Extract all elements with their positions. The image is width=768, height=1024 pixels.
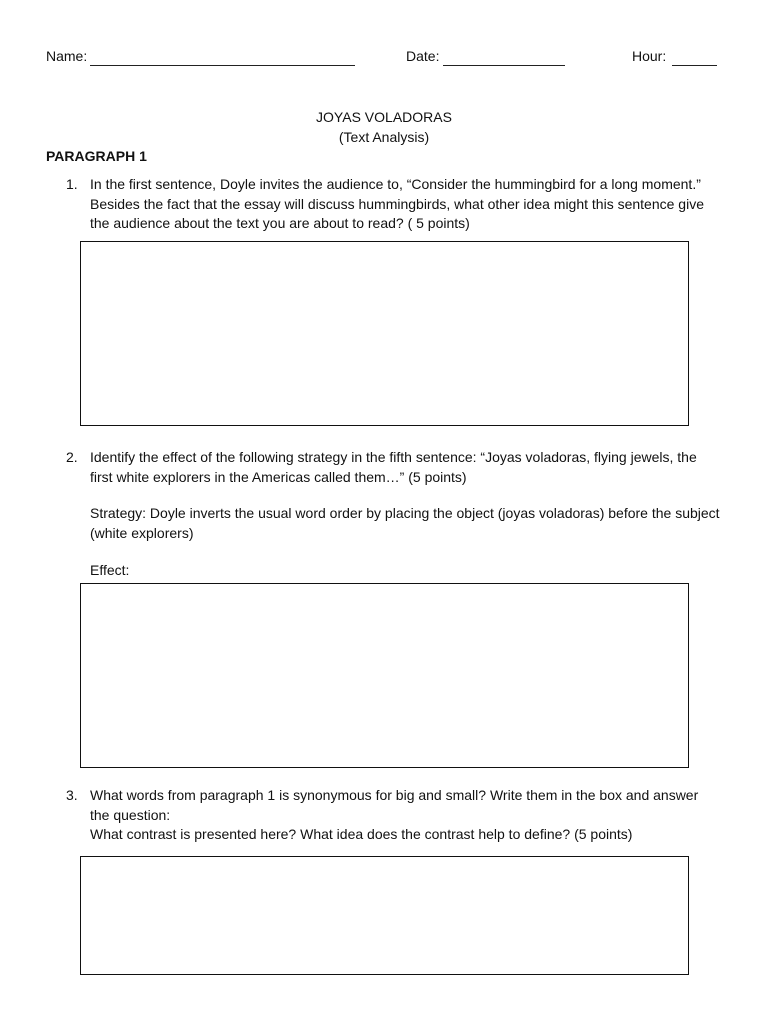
question-text-part-2: What contrast is presented here? What idea does the contrast help to define? (5 points) xyxy=(90,826,633,842)
answer-box-2[interactable] xyxy=(80,583,689,768)
name-label: Name: xyxy=(46,48,88,64)
effect-label: Effect: xyxy=(90,562,130,578)
strategy-text xyxy=(66,504,726,544)
question-number: 2. xyxy=(66,449,78,465)
question-text: In the first sentence, Doyle invites the audience to, “Consider the hummingbird for a long moment.” Besides the fact that the essay will discuss hummingbirds, what other idea might this sentence give the audience about the text you are about to read? ( 5 points) xyxy=(90,176,704,231)
question-1 xyxy=(66,175,726,235)
document-subtitle: (Text Analysis) xyxy=(338,129,430,145)
date-label: Date: xyxy=(406,48,440,64)
hour-label: Hour: xyxy=(632,48,667,64)
question-2 xyxy=(66,448,726,488)
name-field[interactable] xyxy=(90,65,355,66)
answer-box-3[interactable] xyxy=(80,856,689,975)
question-3 xyxy=(66,786,726,846)
question-number: 3. xyxy=(66,787,78,803)
answer-box-1[interactable] xyxy=(80,241,689,426)
question-text xyxy=(90,786,720,845)
document-title: JOYAS VOLADORAS xyxy=(316,109,452,125)
question-text-part-1: What words from paragraph 1 is synonymous for big and small? Write them in the box and answer the question: xyxy=(90,787,699,823)
strategy-description: Strategy: Doyle inverts the usual word order by placing the object (joyas voladoras) before the subject (white explorers) xyxy=(90,505,720,541)
hour-field[interactable] xyxy=(672,65,717,66)
date-field[interactable] xyxy=(443,65,565,66)
question-number: 1. xyxy=(66,176,78,192)
section-heading: PARAGRAPH 1 xyxy=(46,148,147,164)
question-text: Identify the effect of the following strategy in the fifth sentence: “Joyas voladoras, flying jewels, the first white explorers in the Americas called them…” (5 points) xyxy=(90,449,697,485)
